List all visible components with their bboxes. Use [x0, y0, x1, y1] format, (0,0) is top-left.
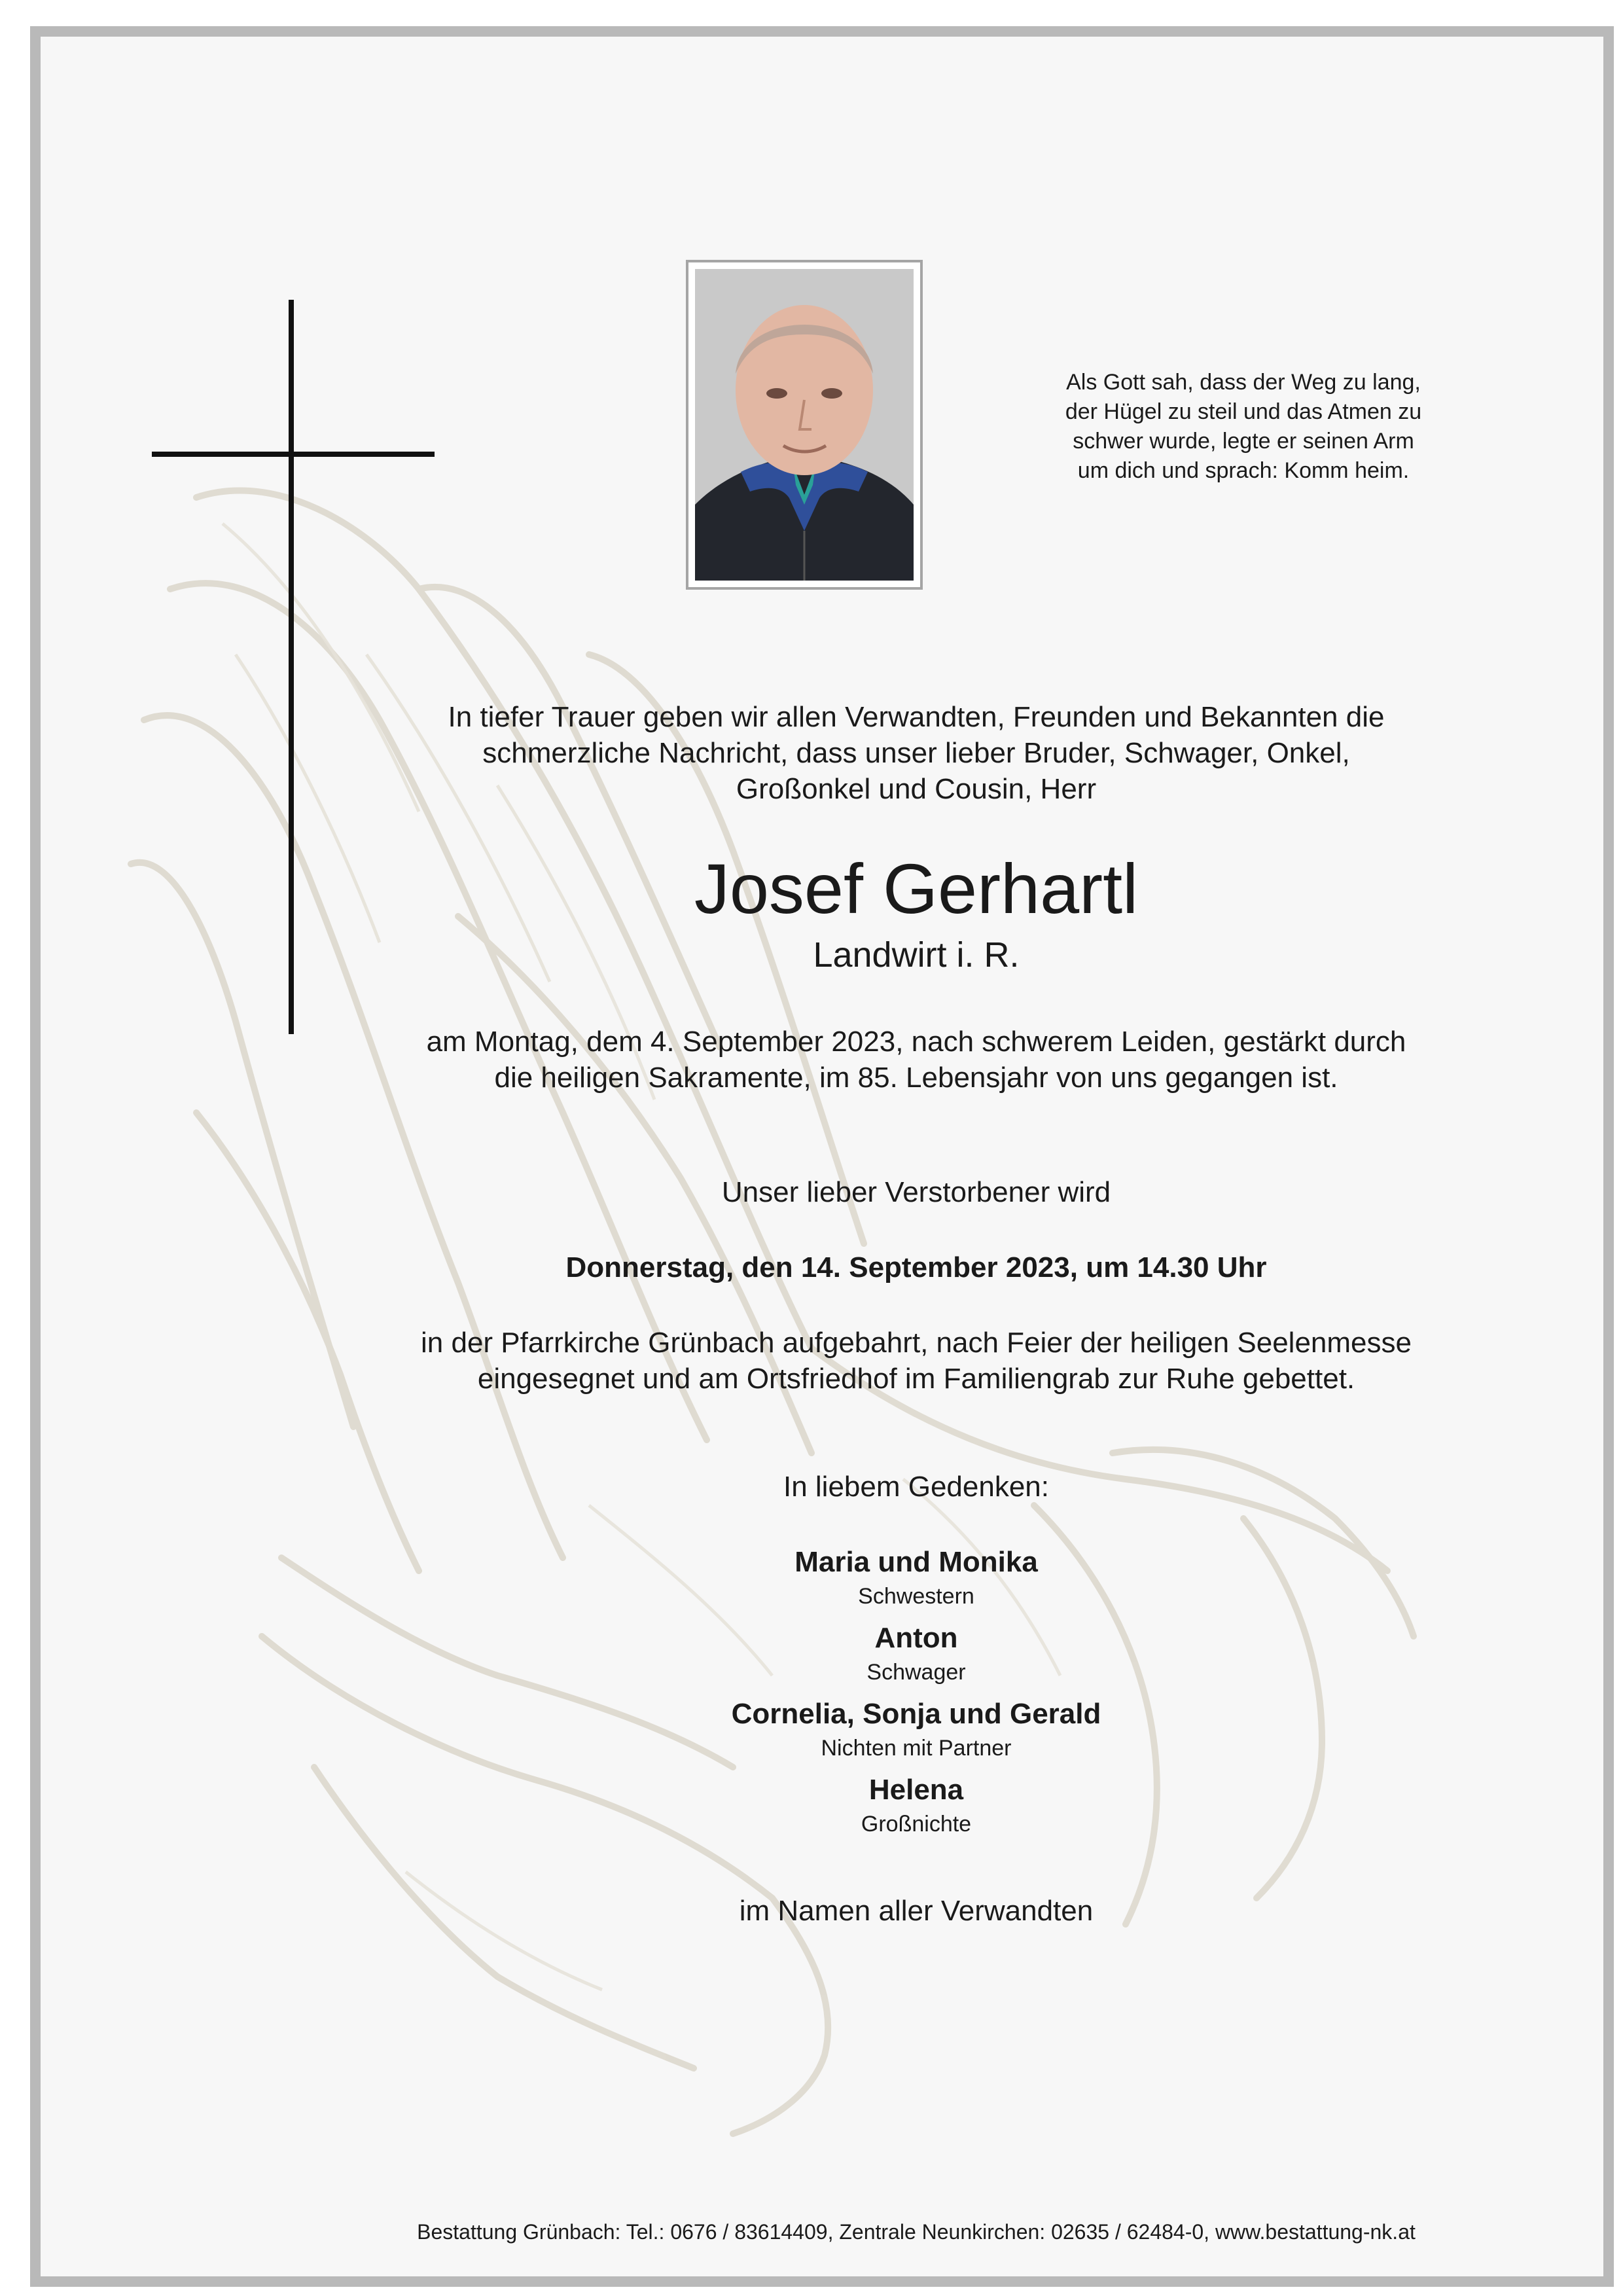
remembrance-heading: In liebem Gedenken: — [783, 1471, 1050, 1503]
service-details-line: eingesegnet und am Ortsfriedhof im Familiengrab zur Ruhe gebettet. — [477, 1363, 1355, 1395]
service-lead: Unser lieber Verstorbener wird — [721, 1176, 1111, 1208]
mourner-name: Maria und Monika — [794, 1546, 1038, 1578]
poem-line: schwer wurde, legte er seinen Arm — [1073, 429, 1414, 454]
service-date: Donnerstag, den 14. September 2023, um 14.30 Uhr — [565, 1251, 1267, 1283]
portrait-illustration — [695, 269, 914, 581]
poem-line: um dich und sprach: Komm heim. — [1077, 458, 1410, 483]
poem-line: der Hügel zu steil und das Atmen zu — [1065, 399, 1422, 424]
mourner-name: Helena — [868, 1774, 964, 1806]
intro-line: schmerzliche Nachricht, dass unser lieber Bruder, Schwager, Onkel, — [482, 737, 1350, 769]
mourner-relation: Schwestern — [858, 1584, 974, 1609]
service-details-line: in der Pfarrkirche Grünbach aufgebahrt, nach Feier der heiligen Seelenmesse — [421, 1327, 1412, 1359]
mourner-relation: Schwager — [866, 1660, 966, 1685]
intro-line: Großonkel und Cousin, Herr — [736, 773, 1097, 805]
mourner-relation: Großnichte — [861, 1812, 972, 1837]
deceased-occupation: Landwirt i. R. — [813, 935, 1020, 975]
closing-line: im Namen aller Verwandten — [739, 1895, 1094, 1927]
funeral-home-footer: Bestattung Grünbach: Tel.: 0676 / 83614409, Zentrale Neunkirchen: 02635 / 62484-0, www.bestattung-nk.at — [417, 2220, 1416, 2244]
cross-horizontal-bar — [152, 452, 435, 457]
portrait-photo — [686, 260, 923, 590]
poem-quote — [1021, 368, 1466, 486]
poem-line: Als Gott sah, dass der Weg zu lang, — [1066, 370, 1421, 395]
mourner-relation: Nichten mit Partner — [821, 1736, 1012, 1761]
death-notice-line: am Montag, dem 4. September 2023, nach schwerem Leiden, gestärkt durch — [426, 1026, 1406, 1058]
mourner-name: Cornelia, Sonja und Gerald — [731, 1698, 1101, 1730]
death-notice-line: die heiligen Sakramente, im 85. Lebensjahr von uns gegangen ist. — [494, 1062, 1338, 1094]
deceased-name: Josef Gerhartl — [694, 849, 1139, 928]
mourner-name: Anton — [874, 1622, 958, 1654]
intro-line: In tiefer Trauer geben wir allen Verwandten, Freunden und Bekannten die — [448, 701, 1385, 733]
